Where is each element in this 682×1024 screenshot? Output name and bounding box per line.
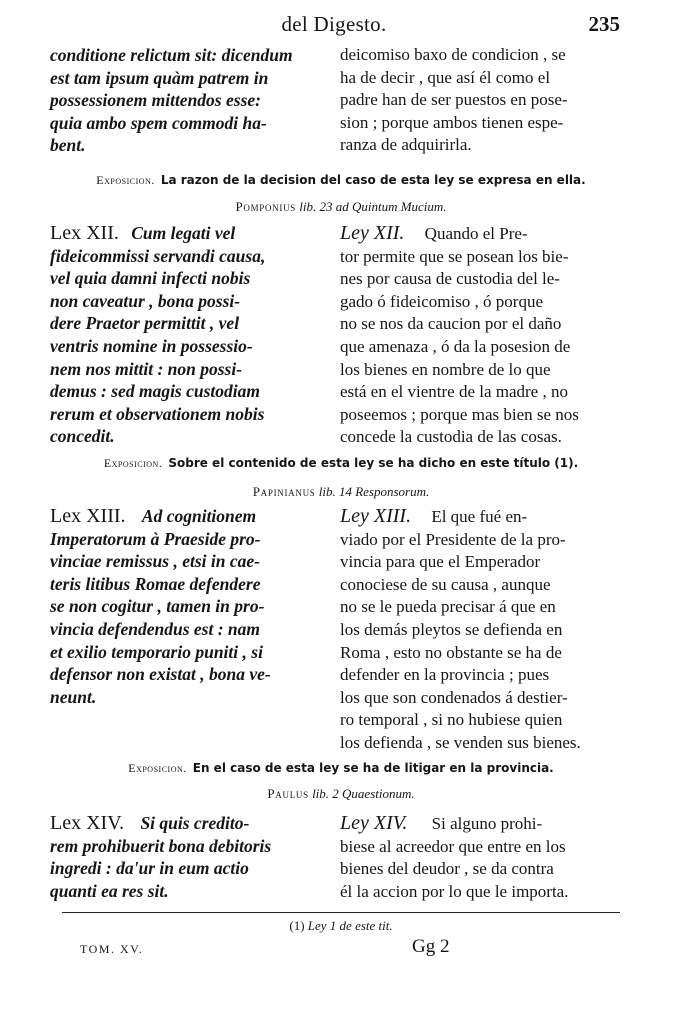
- spanish-line: ranza de adquirirla.: [340, 135, 472, 155]
- page-header: [48, 12, 620, 42]
- latin-line: teris litibus Romae defendere: [50, 573, 261, 594]
- latin-line-text: Ad cognitionem: [141, 506, 257, 526]
- spanish-ley-xiii: [340, 505, 614, 755]
- footnote-text: Ley 1 de este tit.: [307, 918, 393, 933]
- source-citation: [100, 199, 582, 215]
- spanish-line: los bienes en nombre de lo que: [340, 359, 551, 379]
- spanish-line: conociese de su causa , aunque: [340, 574, 551, 594]
- exposicion-text: La razon de la decision del caso de esta ley se expresa en ella.: [160, 173, 586, 187]
- exposicion-label: Exposicion.: [96, 173, 155, 187]
- latin-line: vincia defendendus est : nam: [50, 618, 260, 639]
- exposicion-text: En el caso de esta ley se ha de litigar en la provincia.: [192, 761, 554, 775]
- spanish-continuation: [340, 44, 614, 157]
- law-number-spanish: Ley XIV.: [340, 812, 408, 834]
- signature-mark: Gg 2: [412, 936, 450, 957]
- source-ref: lib. 2 Quaestionum.: [312, 786, 415, 801]
- latin-line: demus : sed magis custodiam: [50, 381, 261, 402]
- latin-line: conditione relictum sit: dicendum: [50, 45, 293, 65]
- exposicion-label: Exposicion.: [128, 761, 187, 775]
- spanish-line: biese al acreedor que entre en los: [340, 836, 566, 856]
- spanish-line: vincia para que el Emperador: [340, 552, 541, 572]
- footnote: [0, 918, 682, 934]
- latin-line: fideicommissi servandi causa,: [50, 245, 266, 266]
- law-number-spanish: Ley XII.: [340, 222, 405, 244]
- latin-line: dere Praetor permittit , vel: [50, 313, 240, 334]
- latin-line: concedit.: [50, 426, 115, 447]
- spanish-line: ha de decir , que así él como el: [340, 67, 551, 87]
- running-title: del Digesto.: [281, 12, 387, 36]
- latin-line: quia ambo spem commodi ha-: [50, 112, 267, 133]
- volume-label: TOM. XV.: [80, 942, 144, 956]
- source-ref: lib. 14 Responsorum.: [318, 484, 430, 499]
- exposicion-note: [60, 172, 622, 188]
- latin-line-text: Si quis credito-: [140, 813, 250, 833]
- latin-line: defensor non existat , bona ve-: [50, 664, 271, 685]
- latin-line: rem prohibuerit bona debitoris: [50, 835, 272, 856]
- latin-line: quanti ea res sit.: [50, 880, 169, 901]
- spanish-line: viado por el Presidente de la pro-: [340, 529, 566, 549]
- spanish-line: bienes del deudor , se da contra: [340, 859, 554, 879]
- spanish-line: deicomiso baxo de condicion , se: [340, 45, 566, 64]
- spanish-line: gado ó fideicomiso , ó porque: [340, 291, 544, 311]
- spanish-line: nes por causa de custodia del le-: [340, 269, 560, 289]
- latin-line: ingredi : da'ur in eum actio: [50, 858, 249, 879]
- latin-line: non caveatur , bona possi-: [50, 290, 241, 311]
- spanish-ley-xiv: [340, 812, 614, 903]
- footnote-rule: [62, 912, 620, 913]
- spanish-line-text: El que fué en-: [431, 507, 528, 526]
- law-number-latin: Lex XIV.: [50, 812, 125, 834]
- spanish-line: [340, 505, 614, 529]
- source-citation: [100, 484, 582, 500]
- spanish-line: concede la custodia de las cosas.: [340, 427, 562, 447]
- spanish-line: padre han de ser puestos en pose-: [340, 90, 568, 110]
- spanish-line: él la accion por lo que le importa.: [340, 881, 569, 901]
- spanish-line: Roma , esto no obstante se ha de: [340, 642, 562, 662]
- exposicion-text: Sobre el contenido de esta ley se ha dicho en este título (1).: [168, 456, 579, 470]
- spanish-line: los que son condenados á destier-: [340, 687, 568, 707]
- jurist-name: Pomponius: [235, 199, 296, 214]
- spanish-line: [340, 812, 614, 836]
- spanish-line: poseemos ; porque mas bien se nos: [340, 404, 579, 424]
- latin-line: ventris nomine in possessio-: [50, 335, 253, 356]
- law-number-latin: Lex XII.: [50, 222, 119, 244]
- latin-line: vel quia damni infecti nobis: [50, 268, 251, 289]
- latin-line: [50, 812, 318, 835]
- spanish-line: no se nos da caucion por el daño: [340, 314, 562, 334]
- source-ref: lib. 23 ad Quintum Mucium.: [299, 199, 447, 214]
- spanish-line: los defienda , se venden sus bienes.: [340, 732, 581, 752]
- latin-line: possessionem mittendos esse:: [50, 90, 261, 111]
- spanish-line: sion ; porque ambos tienen espe-: [340, 112, 564, 132]
- spanish-line: defender en la provincia ; pues: [340, 665, 550, 685]
- spanish-line: los demás pleytos se defienda en: [340, 619, 563, 639]
- spanish-line-text: Quando el Pre-: [424, 224, 528, 243]
- latin-line: bent.: [50, 135, 86, 156]
- latin-line: nem nos mittit : non possi-: [50, 358, 243, 379]
- jurist-name: Paulus: [267, 786, 309, 801]
- spanish-line-text: Si alguno prohi-: [431, 814, 543, 833]
- latin-line: [50, 222, 318, 245]
- latin-line: neunt.: [50, 686, 97, 707]
- spanish-line: está en el vientre de la madre , no: [340, 382, 568, 402]
- exposicion-note: [60, 760, 622, 776]
- law-number-spanish: Ley XIII.: [340, 505, 412, 527]
- spanish-line: ro temporal , si no hubiese quien: [340, 710, 563, 730]
- latin-line: vinciae remissus , etsi in cae-: [50, 551, 260, 572]
- latin-law-xii: [50, 222, 318, 448]
- latin-line: se non cogitur , tamen in pro-: [50, 596, 265, 617]
- latin-continuation: [50, 44, 318, 157]
- spanish-line: tor permite que se posean los bie-: [340, 246, 569, 266]
- latin-law-xiv: [50, 812, 318, 902]
- source-citation: [100, 786, 582, 802]
- exposicion-label: Exposicion.: [103, 456, 163, 470]
- latin-line: [50, 505, 318, 528]
- spanish-line: no se le pueda precisar á que en: [340, 597, 556, 617]
- spanish-ley-xii: [340, 222, 614, 449]
- spanish-line: que amenaza , ó da la posesion de: [340, 336, 571, 356]
- latin-line: et exilio temporario puniti , si: [50, 641, 263, 662]
- spanish-line: [340, 222, 614, 246]
- latin-line: Imperatorum à Praeside pro-: [50, 528, 261, 549]
- footnote-marker: (1): [289, 918, 305, 933]
- latin-law-xiii: [50, 505, 318, 708]
- latin-line-text: Cum legati vel: [131, 223, 236, 243]
- jurist-name: Papinianus: [252, 484, 316, 499]
- law-number-latin: Lex XIII.: [50, 505, 126, 527]
- page-number: 235: [588, 12, 620, 36]
- exposicion-note: [60, 455, 622, 471]
- latin-line: rerum et observationem nobis: [50, 403, 265, 424]
- latin-line: est tam ipsum quàm patrem in: [50, 67, 269, 88]
